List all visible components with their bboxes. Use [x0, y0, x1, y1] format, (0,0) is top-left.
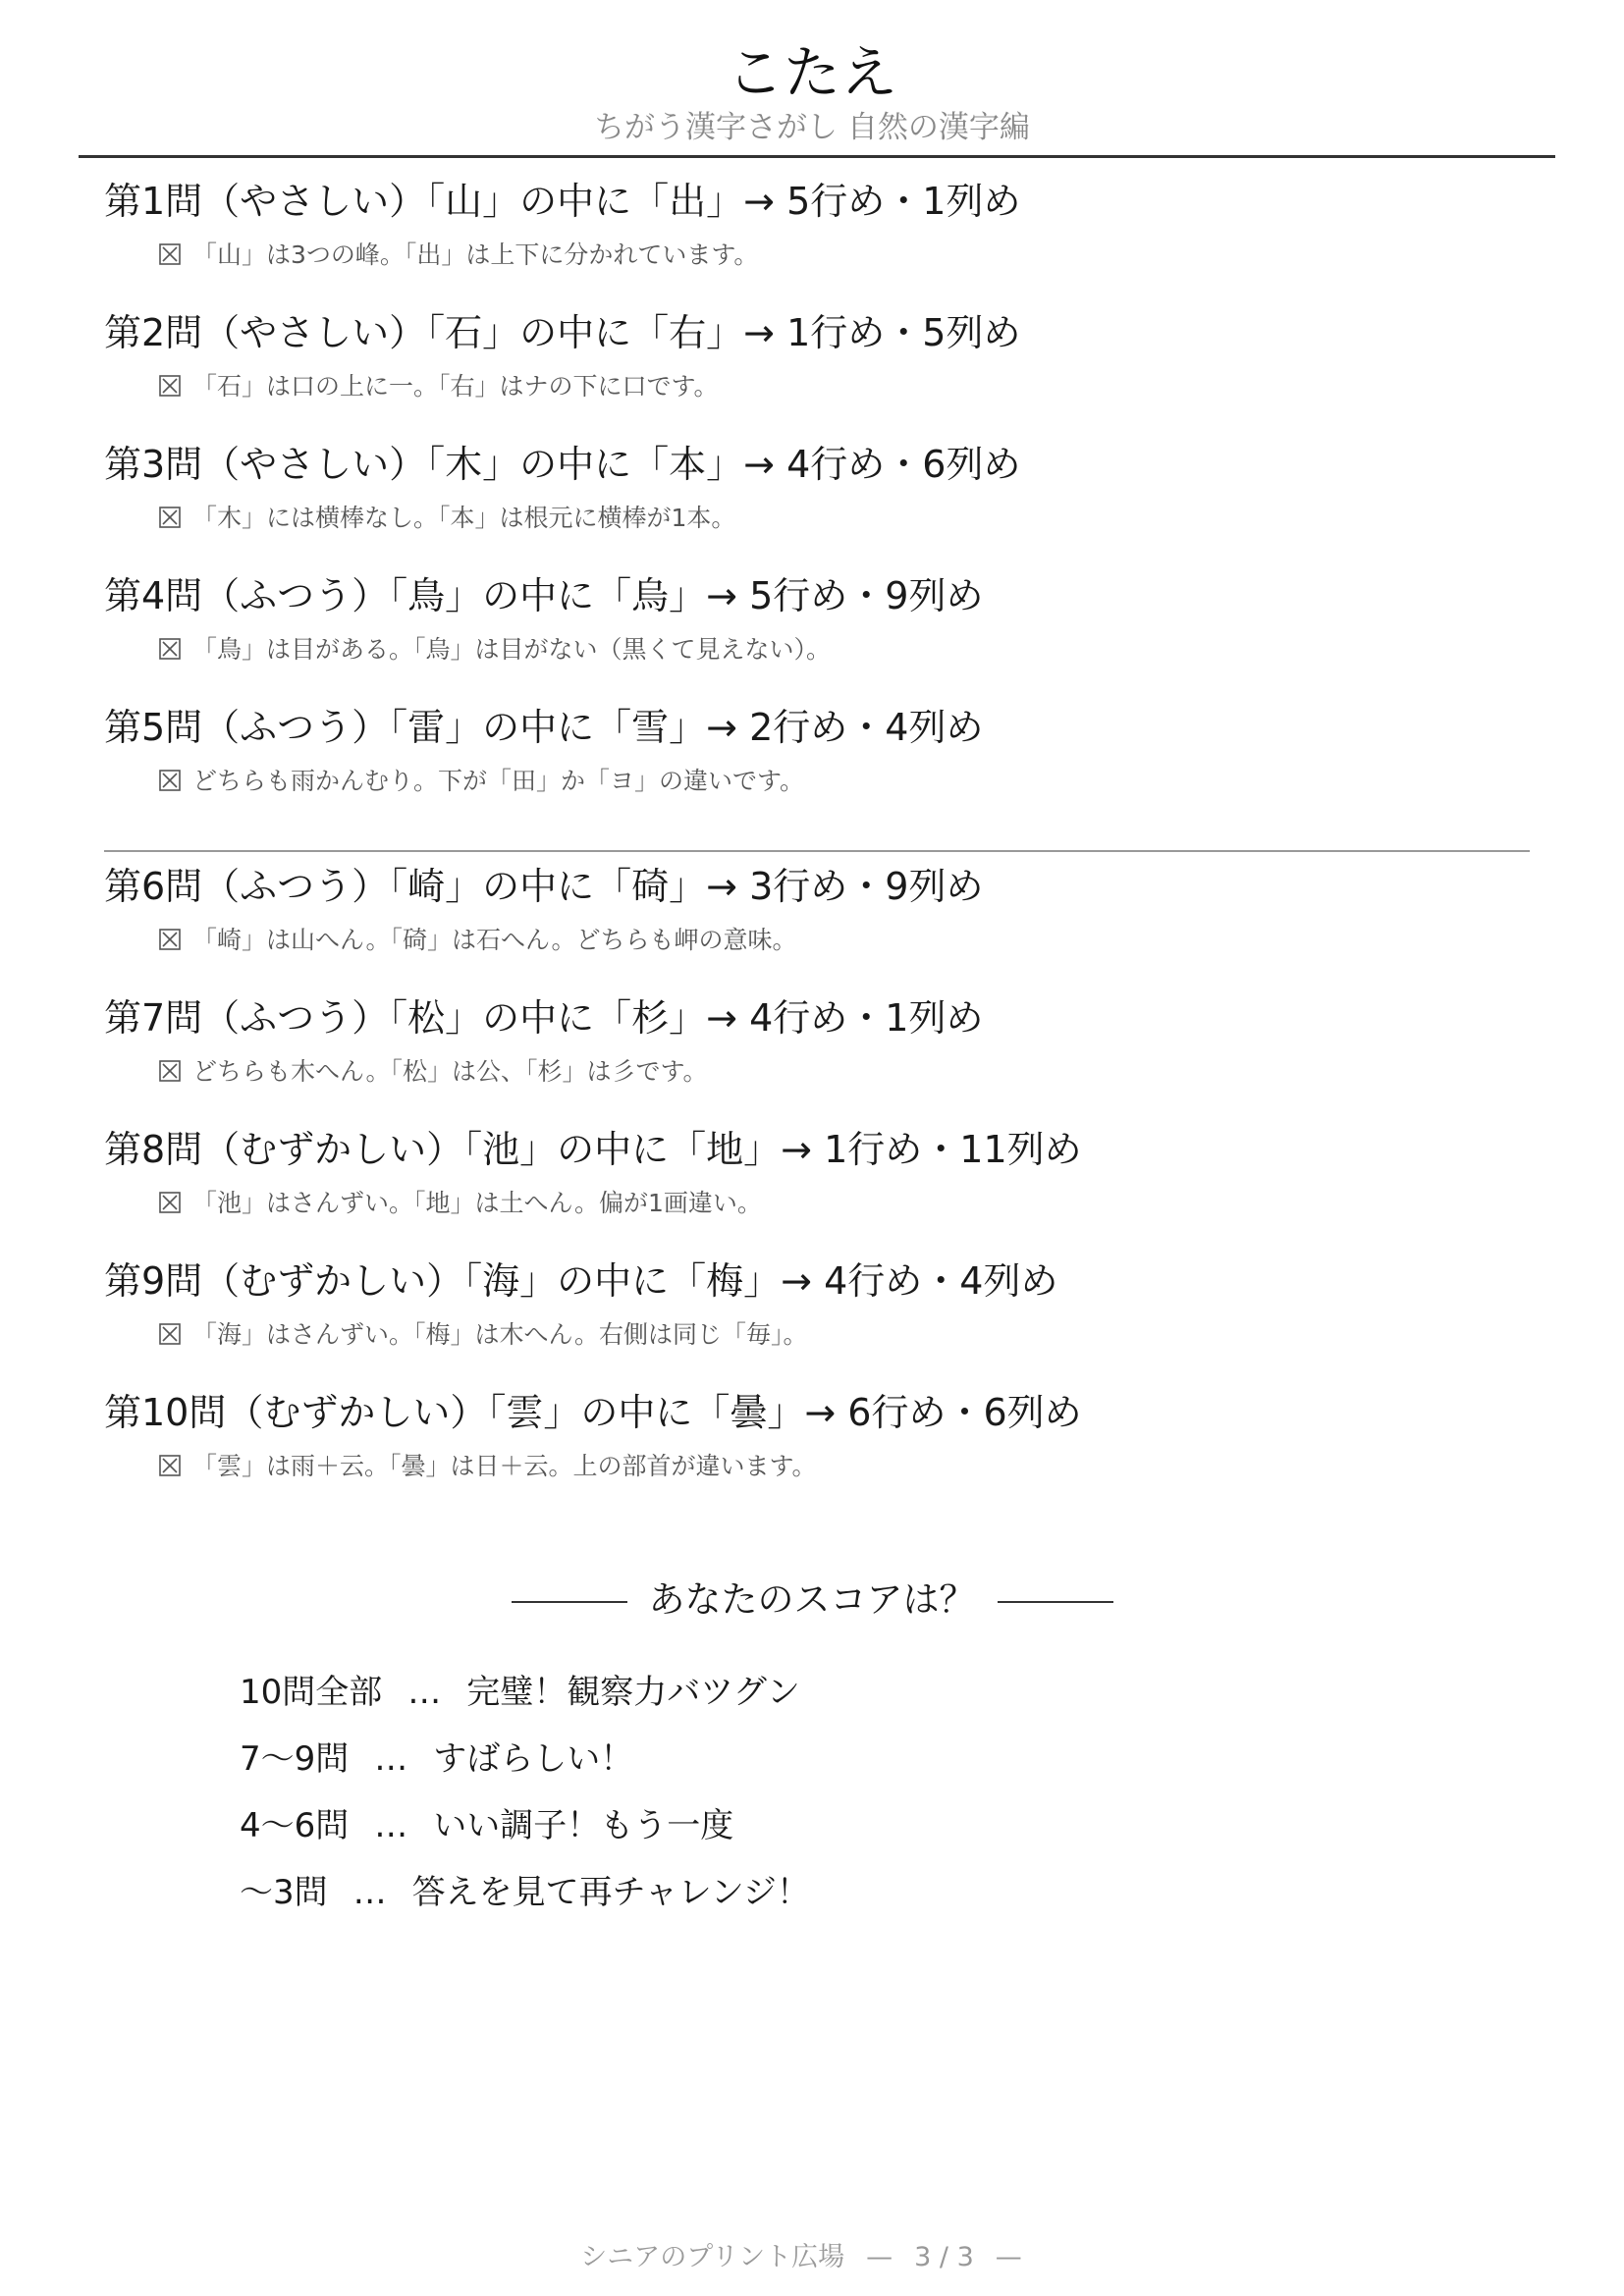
answer-item-8	[104, 1123, 1557, 1221]
section-divider	[104, 850, 1530, 852]
answer-hint	[159, 632, 1557, 667]
score-row	[240, 1659, 1320, 1726]
answer-hint	[159, 1317, 1557, 1353]
score-range: 〜3問	[240, 1873, 328, 1912]
score-ellipsis: …	[374, 1806, 408, 1845]
answer-item-10	[104, 1386, 1557, 1484]
answer-item-3	[104, 438, 1557, 536]
score-message: いい調子！もう一度	[433, 1806, 734, 1845]
hint-text: どちらも雨かんむり。下が「田」か「ヨ」の違いです。	[192, 767, 805, 795]
score-list	[240, 1659, 1320, 1926]
answer-item-9	[104, 1255, 1557, 1353]
boxed-x-icon	[159, 929, 181, 950]
answer-hint	[159, 764, 1557, 799]
score-row	[240, 1792, 1320, 1859]
answer-item-7	[104, 991, 1557, 1090]
boxed-x-icon	[159, 638, 181, 660]
boxed-x-icon	[159, 507, 181, 528]
hint-text: 「海」はさんずい。「梅」は木へん。右側は同じ「毎」。	[192, 1320, 808, 1349]
page-footer	[0, 2238, 1624, 2277]
hint-text: 「木」には横棒なし。「本」は根元に横棒が1本。	[192, 504, 736, 532]
boxed-x-icon	[159, 243, 181, 265]
score-message: すばらしい！	[433, 1739, 634, 1779]
answer-item-1	[104, 175, 1557, 273]
answer-hint	[159, 1186, 1557, 1221]
answer-hint	[159, 1449, 1557, 1484]
score-message: 完璧！観察力バツグン	[466, 1673, 800, 1712]
boxed-x-icon	[159, 1323, 181, 1345]
answer-text: 第5問（ふつう）「雷」の中に「雪」→ 2行め・4列め	[104, 706, 984, 749]
heading-dash-left	[512, 1601, 627, 1603]
answer-hint	[159, 1054, 1557, 1090]
score-range: 10問全部	[240, 1673, 383, 1712]
answer-text: 第6問（ふつう）「崎」の中に「碕」→ 3行め・9列め	[104, 865, 984, 908]
answer-item-5	[104, 701, 1557, 799]
score-row	[240, 1859, 1320, 1926]
boxed-x-icon	[159, 1192, 181, 1213]
hint-text: 「鳥」は目がある。「烏」は目がない（黒くて見えない）。	[192, 635, 832, 664]
answer-text: 第3問（やさしい）「木」の中に「本」→ 4行め・6列め	[104, 443, 1021, 486]
hint-text: 「山」は3つの峰。「出」は上下に分かれています。	[192, 240, 759, 269]
answer-item-4	[104, 569, 1557, 667]
answer-hint	[159, 501, 1557, 536]
answer-text: 第9問（むずかしい）「海」の中に「梅」→ 4行め・4列め	[104, 1259, 1058, 1303]
answer-text: 第4問（ふつう）「鳥」の中に「烏」→ 5行め・9列め	[104, 574, 984, 617]
boxed-x-icon	[159, 1060, 181, 1082]
answer-item-6	[104, 860, 1557, 958]
footer-separator: —	[866, 2242, 893, 2272]
score-range: 7〜9問	[240, 1739, 350, 1779]
answer-hint	[159, 238, 1557, 273]
hint-text: どちらも木へん。「松」は公、「杉」は彡です。	[192, 1057, 708, 1086]
footer-site-name: シニアのプリント広場	[580, 2242, 845, 2272]
hint-text: 「崎」は山へん。「碕」は石へん。どちらも岬の意味。	[192, 926, 797, 954]
hint-text: 「石」は口の上に一。「右」はナの下に口です。	[192, 372, 719, 400]
hint-text: 「池」はさんずい。「地」は土へん。偏が1画違い。	[192, 1189, 762, 1217]
score-ellipsis: …	[352, 1873, 387, 1912]
score-row	[240, 1726, 1320, 1792]
answer-item-2	[104, 306, 1557, 404]
score-ellipsis: …	[407, 1673, 442, 1712]
answer-text: 第10問（むずかしい）「雲」の中に「曇」→ 6行め・6列め	[104, 1391, 1082, 1434]
answer-text: 第1問（やさしい）「山」の中に「出」→ 5行め・1列め	[104, 180, 1021, 223]
footer-separator: —	[995, 2242, 1022, 2272]
footer-page-number: 3 / 3	[914, 2242, 974, 2272]
score-message: 答えを見て再チャレンジ！	[411, 1873, 810, 1912]
boxed-x-icon	[159, 1455, 181, 1476]
hint-text: 「雲」は雨＋云。「曇」は日＋云。上の部首が違います。	[192, 1452, 817, 1480]
boxed-x-icon	[159, 770, 181, 791]
answer-hint	[159, 923, 1557, 958]
score-range: 4〜6問	[240, 1806, 350, 1845]
answer-text: 第7問（ふつう）「松」の中に「杉」→ 4行め・1列め	[104, 996, 984, 1040]
heading-dash-right	[998, 1601, 1113, 1603]
score-heading	[0, 1575, 1624, 1626]
page-title: こたえ	[726, 39, 897, 106]
answer-hint	[159, 369, 1557, 404]
answer-text: 第2問（やさしい）「石」の中に「右」→ 1行め・5列め	[104, 311, 1021, 354]
score-ellipsis: …	[374, 1739, 408, 1779]
page-subtitle: ちがう漢字さがし 自然の漢字編	[594, 110, 1030, 145]
boxed-x-icon	[159, 375, 181, 397]
score-heading-text: あなたのスコアは？	[648, 1578, 976, 1621]
answer-text: 第8問（むずかしい）「池」の中に「地」→ 1行め・11列め	[104, 1128, 1082, 1171]
header-divider	[79, 155, 1555, 158]
